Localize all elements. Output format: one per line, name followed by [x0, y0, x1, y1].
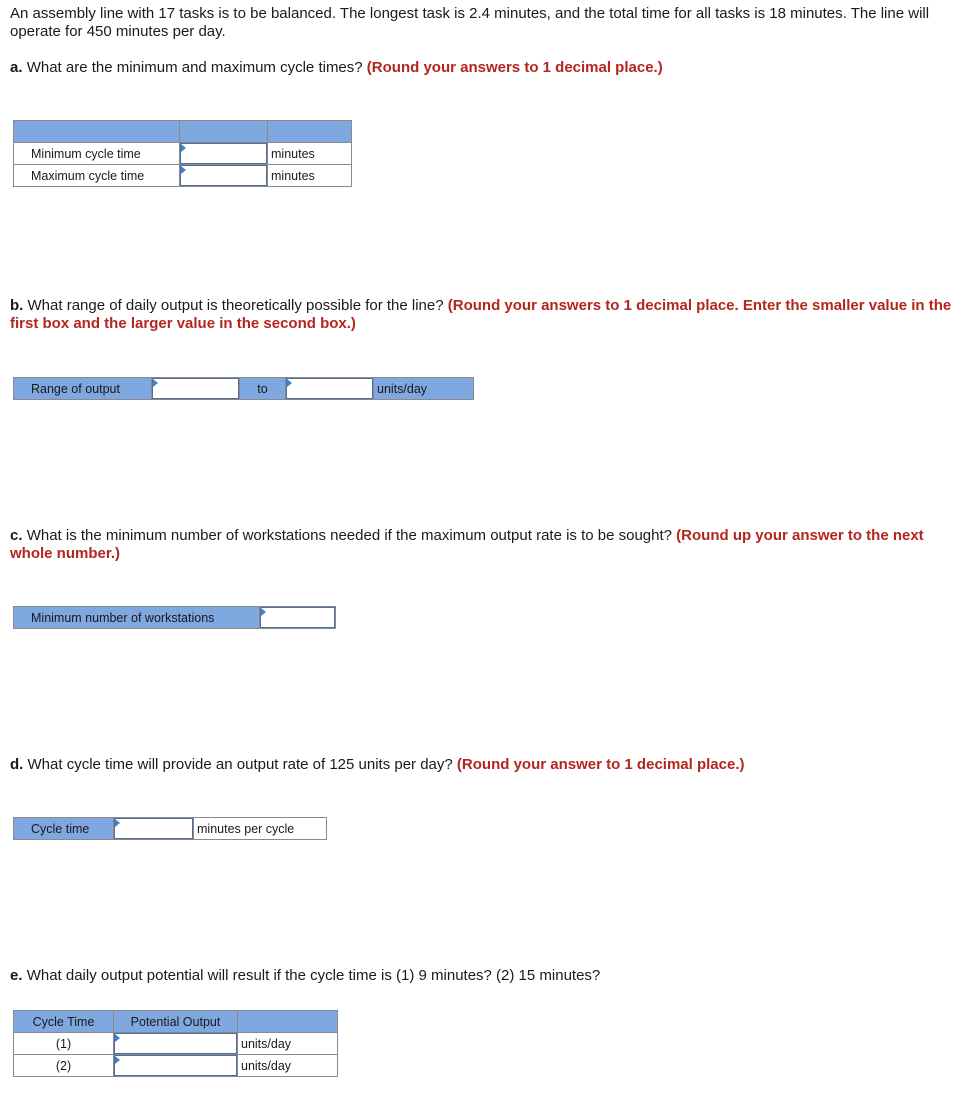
- input-marker-icon: [115, 1056, 120, 1064]
- table-row: [14, 1055, 338, 1077]
- question-c-letter: c.: [10, 527, 23, 544]
- question-d-letter: d.: [10, 756, 24, 773]
- table-row: [14, 165, 352, 187]
- table-row: [14, 143, 352, 165]
- range-of-output-table: [13, 377, 474, 400]
- input-marker-icon: [287, 379, 292, 387]
- minimum-workstations-cell: [260, 607, 336, 629]
- potential-output-table: [13, 1010, 338, 1077]
- table-row: [14, 378, 474, 400]
- table-row: [14, 1033, 338, 1055]
- cycle-time-label: Cycle time: [14, 818, 114, 840]
- question-d: [10, 756, 955, 774]
- question-c: [10, 527, 955, 563]
- question-a-hint: (Round your answers to 1 decimal place.): [366, 59, 663, 76]
- range-connector: to: [240, 378, 286, 400]
- potential-output-1-unit: units/day: [238, 1033, 338, 1055]
- row-label-2: (2): [14, 1055, 114, 1077]
- maximum-cycle-time-cell: [180, 165, 268, 187]
- question-b-letter: b.: [10, 297, 24, 314]
- question-e-letter: e.: [10, 967, 23, 984]
- maximum-cycle-time-input[interactable]: [180, 165, 267, 186]
- question-a: [10, 59, 955, 77]
- range-unit: units/day: [374, 378, 474, 400]
- range-high-cell: [286, 378, 374, 400]
- input-marker-icon: [181, 166, 186, 174]
- potential-output-2-unit: units/day: [238, 1055, 338, 1077]
- range-low-input[interactable]: [152, 378, 239, 399]
- header-cell: [14, 121, 180, 143]
- maximum-cycle-time-unit: minutes: [268, 165, 352, 187]
- question-b-hint: (Round your answers to 1 decimal place. Enter the smaller value in the first box and the larger value in the second box.): [10, 297, 952, 332]
- table-row: [14, 607, 336, 629]
- minimum-cycle-time-label: Minimum cycle time: [14, 143, 180, 165]
- header-cell: [238, 1011, 338, 1033]
- question-a-letter: a.: [10, 59, 23, 76]
- minimum-cycle-time-unit: minutes: [268, 143, 352, 165]
- question-e-text: What daily output potential will result if the cycle time is (1) 9 minutes? (2) 15 minutes?: [26, 967, 601, 984]
- cycle-time-cell: [114, 818, 194, 840]
- potential-output-column-header: Potential Output: [114, 1011, 238, 1033]
- potential-output-1-input[interactable]: [114, 1033, 237, 1054]
- question-b: [10, 297, 955, 333]
- header-cell: [268, 121, 352, 143]
- question-b-text: What range of daily output is theoretically possible for the line?: [27, 297, 444, 314]
- question-a-text: What are the minimum and maximum cycle times?: [26, 59, 363, 76]
- cycle-times-table: [13, 120, 352, 187]
- input-marker-icon: [115, 819, 120, 827]
- question-d-text: What cycle time will provide an output rate of 125 units per day?: [27, 756, 453, 773]
- minimum-workstations-input[interactable]: [260, 607, 335, 628]
- question-c-hint: (Round up your answer to the next whole number.): [10, 527, 924, 562]
- minimum-cycle-time-cell: [180, 143, 268, 165]
- range-low-cell: [152, 378, 240, 400]
- cycle-time-table: [13, 817, 327, 840]
- minimum-cycle-time-input[interactable]: [180, 143, 267, 164]
- minimum-workstations-label: Minimum number of workstations: [14, 607, 260, 629]
- cycle-time-unit: minutes per cycle: [194, 818, 327, 840]
- range-high-input[interactable]: [286, 378, 373, 399]
- input-marker-icon: [153, 379, 158, 387]
- input-marker-icon: [181, 144, 186, 152]
- input-marker-icon: [261, 608, 266, 616]
- table-header-row: [14, 1011, 338, 1033]
- header-cell: [180, 121, 268, 143]
- table-row: [14, 818, 327, 840]
- potential-output-2-input[interactable]: [114, 1055, 237, 1076]
- input-marker-icon: [115, 1034, 120, 1042]
- problem-intro: An assembly line with 17 tasks is to be balanced. The longest task is 2.4 minutes, and the total time for all tasks is 18 minutes. The line will operate for 450 minutes per day.: [10, 5, 930, 40]
- potential-output-2-cell: [114, 1055, 238, 1077]
- range-of-output-label: Range of output: [14, 378, 152, 400]
- row-label-1: (1): [14, 1033, 114, 1055]
- maximum-cycle-time-label: Maximum cycle time: [14, 165, 180, 187]
- table-header-row: [14, 121, 352, 143]
- question-d-hint: (Round your answer to 1 decimal place.): [456, 756, 745, 773]
- question-e: [10, 967, 955, 985]
- question-c-text: What is the minimum number of workstations needed if the maximum output rate is to be sought?: [26, 527, 672, 544]
- workstations-table: [13, 606, 336, 629]
- cycle-time-column-header: Cycle Time: [14, 1011, 114, 1033]
- potential-output-1-cell: [114, 1033, 238, 1055]
- cycle-time-input[interactable]: [114, 818, 193, 839]
